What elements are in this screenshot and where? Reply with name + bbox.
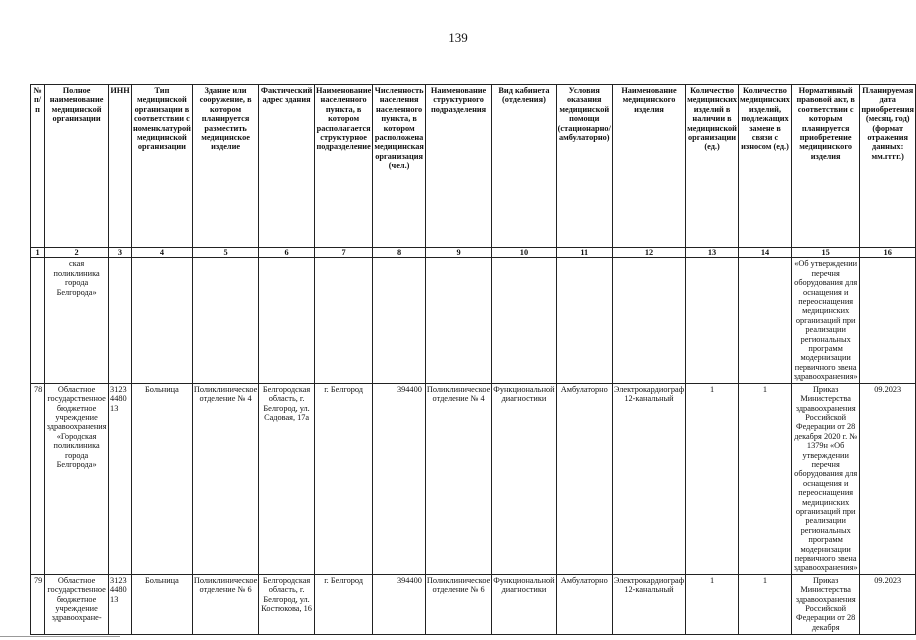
locality-cell: г. Белгород (314, 574, 372, 634)
header-cell: Тип медицинской организации в соответствии с номенклатурой медицинской организации (131, 85, 192, 248)
header-cell: Здание или сооружение, в котором планируется разместить медицинское изделие (192, 85, 258, 248)
header-cell: Количество медицинских изделий, подлежащих замене в связи с износом (ед.) (739, 85, 792, 248)
inn-cell: 3123448013 (109, 383, 132, 574)
column-number: 2 (45, 248, 109, 258)
column-number: 12 (612, 248, 685, 258)
header-cell: Нормативный правовой акт, в соответствии с которым планируется приобретение медицинского изделия (791, 85, 859, 248)
org-type-cell (131, 258, 192, 383)
column-number: 4 (131, 248, 192, 258)
building-cell (192, 258, 258, 383)
qty-replace-cell: 1 (739, 383, 792, 574)
cabinet-cell: Функциональной диагностики (492, 574, 556, 634)
org-name-cell: Областное государственное бюджетное учреждение здравоохране- (45, 574, 109, 634)
column-number: 10 (492, 248, 556, 258)
page-number: 139 (448, 30, 468, 45)
purchase-date-cell: 09.2023 (860, 383, 916, 574)
population-cell (373, 258, 426, 383)
legal-act-cell: Приказ Министерства здравоохранения Российской Федерации от 28 декабря 2020 г. № 1379н «Об утверждении перечня оборудования для оснащения и переоснащения медицинских организаций при реализации региональных программ модернизации первичного звена здравоохранения» (791, 383, 859, 574)
legal-act-cell: Приказ Министерства здравоохранения Российской Федерации от 28 декабря (791, 574, 859, 634)
legal-act-cell: «Об утверждении перечня оборудования для оснащения и переоснащения медицинских организаций при реализации региональных программ модернизации первичного звена здравоохранения» (791, 258, 859, 383)
org-name-cell: Областное государственное бюджетное учреждение здравоохранения «Городская поликлиника города Белгорода» (45, 383, 109, 574)
column-number: 8 (373, 248, 426, 258)
header-cell: № п/п (31, 85, 45, 248)
building-cell: Поликлиническое отделение № 6 (192, 574, 258, 634)
cabinet-cell (492, 258, 556, 383)
column-number: 7 (314, 248, 372, 258)
cabinet-cell: Функциональной диагностики (492, 383, 556, 574)
column-number: 16 (860, 248, 916, 258)
equipment-table (30, 84, 916, 635)
conditions-cell (556, 258, 612, 383)
column-number: 3 (109, 248, 132, 258)
column-number: 9 (425, 248, 491, 258)
subdivision-cell: Поликлиническое отделение № 4 (425, 383, 491, 574)
column-number: 13 (686, 248, 739, 258)
header-cell: Условия оказания медицинской помощи (стационарно/ амбулаторно) (556, 85, 612, 248)
footer-rule (0, 636, 120, 637)
header-cell: Фактический адрес здания (259, 85, 315, 248)
header-row (31, 85, 916, 248)
column-number: 5 (192, 248, 258, 258)
header-cell: Наименование населенного пункта, в котором располагается структурное подразделение (314, 85, 372, 248)
qty-have-cell (686, 258, 739, 383)
header-cell: Вид кабинета (отделения) (492, 85, 556, 248)
inn-cell: 3123448013 (109, 574, 132, 634)
header-cell: ИНН (109, 85, 132, 248)
column-number: 15 (791, 248, 859, 258)
row-number: 78 (31, 383, 45, 574)
equipment-table-wrap (30, 84, 916, 635)
qty-have-cell: 1 (686, 383, 739, 574)
org-type-cell: Больница (131, 574, 192, 634)
column-number: 14 (739, 248, 792, 258)
org-name-cell: ская поликлиника города Белгорода» (45, 258, 109, 383)
locality-cell (314, 258, 372, 383)
column-number: 11 (556, 248, 612, 258)
device-cell: Электрокардиограф 12-канальный (612, 383, 685, 574)
qty-replace-cell (739, 258, 792, 383)
subdivision-cell (425, 258, 491, 383)
row-number: 79 (31, 574, 45, 634)
header-cell: Планируемая дата приобретения (месяц, год) (формат отражения данных: мм.гггг.) (860, 85, 916, 248)
building-cell: Поликлиническое отделение № 4 (192, 383, 258, 574)
header-cell: Наименование структурного подразделения (425, 85, 491, 248)
inn-cell (109, 258, 132, 383)
address-cell (259, 258, 315, 383)
column-number-row (31, 248, 916, 258)
org-type-cell: Больница (131, 383, 192, 574)
purchase-date-cell (860, 258, 916, 383)
conditions-cell: Амбулаторно (556, 574, 612, 634)
device-cell (612, 258, 685, 383)
address-cell: Белгородская область, г. Белгород, ул. Костюкова, 16 (259, 574, 315, 634)
table-row (31, 383, 916, 574)
qty-replace-cell: 1 (739, 574, 792, 634)
header-cell: Численность населения населенного пункта, в котором расположена медицинская организация (чел.) (373, 85, 426, 248)
device-cell: Электрокардиограф 12-канальный (612, 574, 685, 634)
column-number: 6 (259, 248, 315, 258)
population-cell: 394400 (373, 574, 426, 634)
address-cell: Белгородская область, г. Белгород, ул. Садовая, 17а (259, 383, 315, 574)
conditions-cell: Амбулаторно (556, 383, 612, 574)
population-cell: 394400 (373, 383, 426, 574)
table-row (31, 574, 916, 634)
header-cell: Количество медицинских изделий в наличии в медицинской организации (ед.) (686, 85, 739, 248)
table-row (31, 258, 916, 383)
header-cell: Полное наименование медицинской организации (45, 85, 109, 248)
locality-cell: г. Белгород (314, 383, 372, 574)
qty-have-cell: 1 (686, 574, 739, 634)
column-number: 1 (31, 248, 45, 258)
purchase-date-cell: 09.2023 (860, 574, 916, 634)
header-cell: Наименование медицинского изделия (612, 85, 685, 248)
row-number (31, 258, 45, 383)
subdivision-cell: Поликлиническое отделение № 6 (425, 574, 491, 634)
